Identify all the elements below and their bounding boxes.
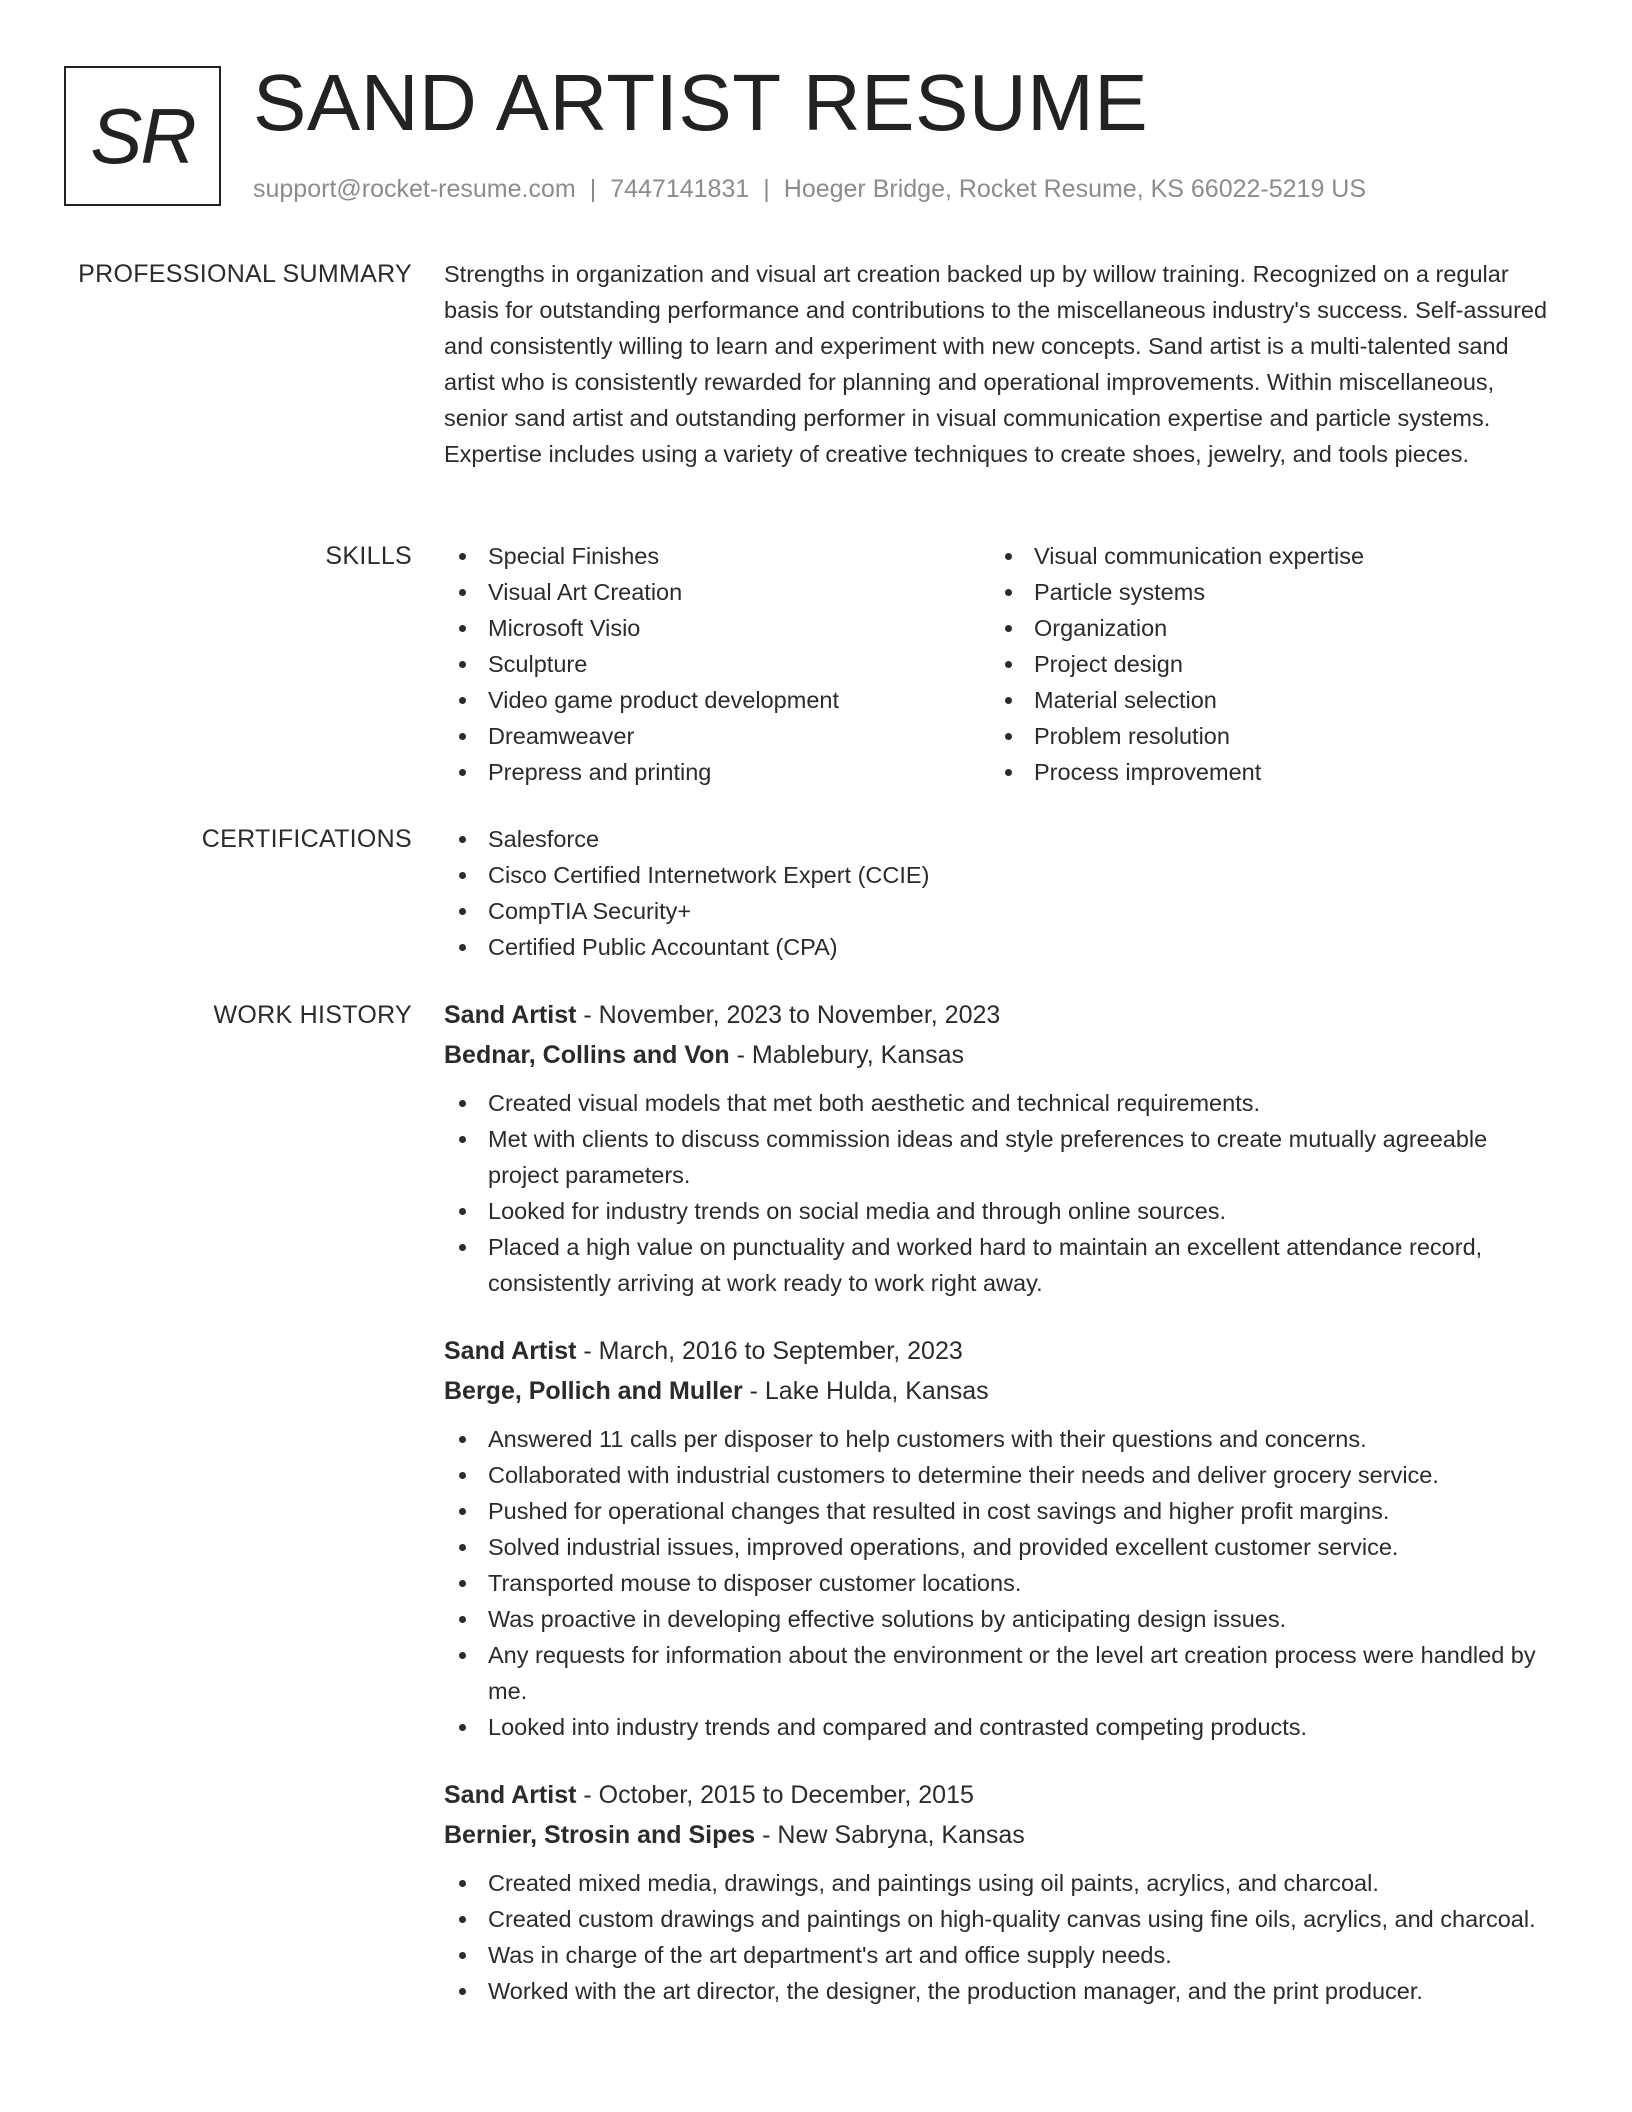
job-company: Bednar, Collins and Von <box>444 1041 730 1069</box>
job-duty: Collaborated with industrial customers to determine their needs and deliver grocery service. <box>444 1457 1559 1493</box>
summary-heading: PROFESSIONAL SUMMARY <box>78 260 412 288</box>
job-title-line <box>444 1775 1559 1815</box>
skills-heading: SKILLS <box>325 542 412 570</box>
job-company-line <box>444 1371 1559 1411</box>
job-company: Berge, Pollich and Muller <box>444 1377 743 1405</box>
job-duty: Solved industrial issues, improved operations, and provided excellent customer service. <box>444 1529 1559 1565</box>
skill-item: Visual communication expertise <box>990 538 1536 574</box>
skills-column-left <box>444 538 990 790</box>
skill-item: Microsoft Visio <box>444 610 990 646</box>
monogram-text: SR <box>90 91 195 180</box>
job-company-line <box>444 1035 1559 1075</box>
contact-line <box>253 173 1366 205</box>
job-location: - Lake Hulda, Kansas <box>742 1377 989 1405</box>
skill-item: Prepress and printing <box>444 754 990 790</box>
certifications-list <box>444 821 1559 965</box>
skill-item: Dreamweaver <box>444 718 990 754</box>
skill-item: Material selection <box>990 682 1536 718</box>
job-duty: Pushed for operational changes that resulted in cost savings and higher profit margins. <box>444 1493 1559 1529</box>
contact-email[interactable]: support@rocket-resume.com <box>253 175 576 203</box>
skill-item: Project design <box>990 646 1536 682</box>
certification-item: CompTIA Security+ <box>444 893 1559 929</box>
skills-list-left <box>444 538 990 790</box>
job-duties-list <box>444 1865 1559 2009</box>
contact-phone[interactable]: 7447141831 <box>610 175 750 203</box>
certification-item: Salesforce <box>444 821 1559 857</box>
job-duty: Looked into industry trends and compared and contrasted competing products. <box>444 1709 1559 1745</box>
skill-item: Organization <box>990 610 1536 646</box>
job-duty: Was in charge of the art department's art and office supply needs. <box>444 1937 1559 1973</box>
job-duties-list <box>444 1085 1559 1301</box>
job-title-line <box>444 1331 1559 1371</box>
skill-item: Sculpture <box>444 646 990 682</box>
skill-item: Particle systems <box>990 574 1536 610</box>
certification-item: Certified Public Accountant (CPA) <box>444 929 1559 965</box>
job-dates: - November, 2023 to November, 2023 <box>576 1001 1001 1029</box>
certifications-heading: CERTIFICATIONS <box>201 825 412 853</box>
certifications-body <box>444 821 1559 965</box>
certification-item: Cisco Certified Internetwork Expert (CCIE) <box>444 857 1559 893</box>
job-duty: Met with clients to discuss commission ideas and style preferences to create mutually agreeable project parameters. <box>444 1121 1559 1193</box>
monogram-logo <box>64 66 221 206</box>
job-entry <box>444 1331 1559 1745</box>
work-history-heading: WORK HISTORY <box>213 1001 412 1029</box>
job-title-line <box>444 995 1559 1035</box>
resume-title: SAND ARTIST RESUME <box>253 58 1149 147</box>
job-entry <box>444 1775 1559 2009</box>
job-dates: - March, 2016 to September, 2023 <box>576 1337 963 1365</box>
job-title: Sand Artist <box>444 1781 577 1809</box>
job-dates: - October, 2015 to December, 2015 <box>576 1781 974 1809</box>
work-history-body <box>444 995 1559 2039</box>
skills-column-right <box>990 538 1536 790</box>
skill-item: Special Finishes <box>444 538 990 574</box>
job-duty: Worked with the art director, the designer, the production manager, and the print producer. <box>444 1973 1559 2009</box>
job-company-line <box>444 1815 1559 1855</box>
job-company: Bernier, Strosin and Sipes <box>444 1821 756 1849</box>
skill-item: Process improvement <box>990 754 1536 790</box>
job-duty: Created visual models that met both aesthetic and technical requirements. <box>444 1085 1559 1121</box>
skills-list-right <box>990 538 1536 790</box>
job-duties-list <box>444 1421 1559 1745</box>
job-title: Sand Artist <box>444 1001 577 1029</box>
job-duty: Answered 11 calls per disposer to help customers with their questions and concerns. <box>444 1421 1559 1457</box>
job-duty: Placed a high value on punctuality and worked hard to maintain an excellent attendance record, consistently arriving at work ready to work right away. <box>444 1229 1559 1301</box>
skill-item: Problem resolution <box>990 718 1536 754</box>
job-duty: Created custom drawings and paintings on high-quality canvas using fine oils, acrylics, and charcoal. <box>444 1901 1559 1937</box>
job-duty: Any requests for information about the environment or the level art creation process were handled by me. <box>444 1637 1559 1709</box>
job-duty: Was proactive in developing effective solutions by anticipating design issues. <box>444 1601 1559 1637</box>
job-entry <box>444 995 1559 1301</box>
contact-address: Hoeger Bridge, Rocket Resume, KS 66022-5219 US <box>783 175 1367 203</box>
job-location: - New Sabryna, Kansas <box>755 1821 1025 1849</box>
summary-body <box>444 256 1559 472</box>
contact-separator: | <box>763 175 770 203</box>
job-duty: Looked for industry trends on social media and through online sources. <box>444 1193 1559 1229</box>
skill-item: Visual Art Creation <box>444 574 990 610</box>
contact-separator: | <box>589 175 597 203</box>
job-location: - Mablebury, Kansas <box>729 1041 965 1069</box>
skill-item: Video game product development <box>444 682 990 718</box>
job-duty: Transported mouse to disposer customer locations. <box>444 1565 1559 1601</box>
job-title: Sand Artist <box>444 1337 577 1365</box>
job-duty: Created mixed media, drawings, and paintings using oil paints, acrylics, and charcoal. <box>444 1865 1559 1901</box>
skills-body <box>444 538 1559 790</box>
summary-text: Strengths in organization and visual art creation backed up by willow training. Recognized on a regular basis for outstanding performance and contributions to the miscellaneous industry's success. Self-assured and consistently willing to learn and experiment with new concepts. Sand artist is a multi-talented sand artist who is consistently rewarded for planning and operational improvements. Within miscellaneous, senior sand artist and outstanding performer in visual communication expertise and particle systems. Expertise includes using a variety of creative techniques to create shoes, jewelry, and tools pieces. <box>444 261 1548 467</box>
